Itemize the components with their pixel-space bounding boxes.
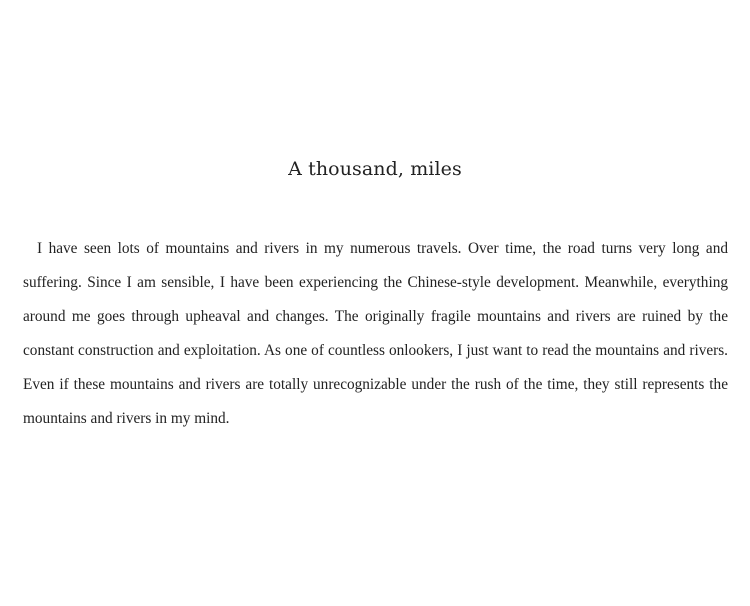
document-title: A thousand, miles xyxy=(288,158,462,180)
body-paragraph: I have seen lots of mountains and rivers in my numerous travels. Over time, the road turns very long and suffering. Since I am sensible, I have been experiencing the Chinese-style development. Meanwhile, everything around me goes through upheaval and changes. The originally fragile mountains and rivers are ruined by the constant construction and exploitation. As one of countless onlookers, I just want to read the mountains and rivers. Even if these mountains and rivers are totally unrecognizable under the rush of the time, they still represents the mountains and rivers in my mind. xyxy=(23,240,728,427)
